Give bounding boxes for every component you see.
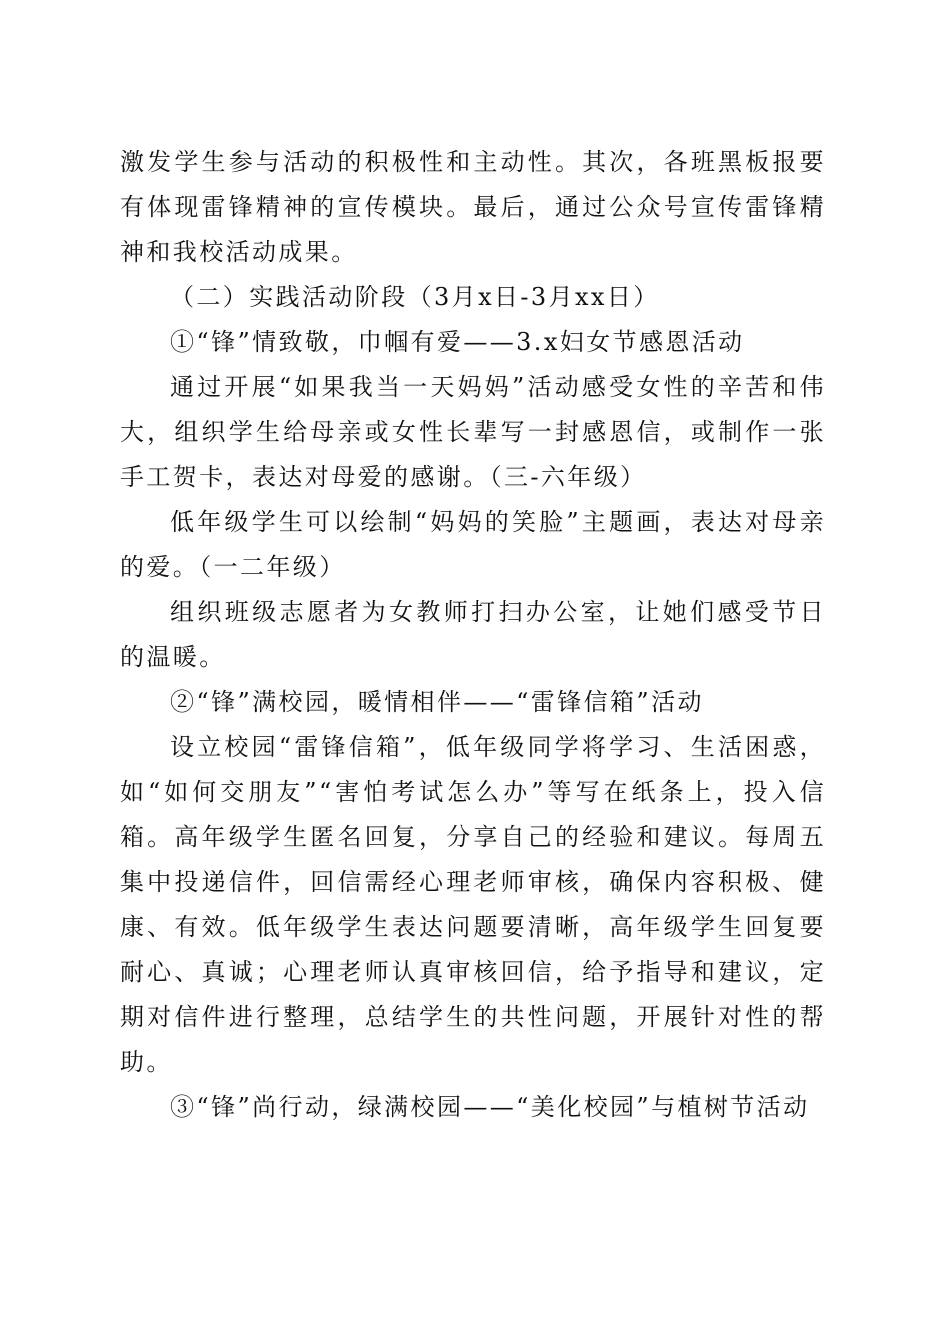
paragraph-continuation: 激发学生参与活动的积极性和主动性。其次，各班黑板报要有体现雷锋精神的宣传模块。最后，通过公众号宣传雷锋精神和我校活动成果。 — [120, 148, 826, 266]
paragraph-womens-day-volunteers: 组织班级志愿者为女教师打扫办公室，让她们感受节日的温暖。 — [120, 598, 826, 671]
activity-heading-mailbox: ②“锋”满校园，暖情相伴——“雷锋信箱”活动 — [170, 688, 704, 716]
activity-heading-womens-day: ①“锋”情致敬，巾帼有爱——3.x妇女节感恩活动 — [170, 328, 745, 356]
document-body — [120, 140, 826, 1130]
paragraph-womens-day-junior: 低年级学生可以绘制“妈妈的笑脸”主题画，表达对母亲的爱。（一二年级） — [120, 508, 826, 581]
paragraph-mailbox-details: 设立校园“雷锋信箱”，低年级同学将学习、生活困惑，如“如何交朋友”“害怕考试怎么办”等写在纸条上，投入信箱。高年级学生匿名回复，分享自己的经验和建议。每周五集中投递信件，回信需经心理老师审核，确保内容积极、健康、有效。低年级学生表达问题要清晰，高年级学生回复要耐心、真诚；心理老师认真审核回信，给予指导和建议，定期对信件进行整理，总结学生的共性问题，开展针对性的帮助。 — [120, 733, 826, 1076]
paragraph-womens-day-senior: 通过开展“如果我当一天妈妈”活动感受女性的辛苦和伟大，组织学生给母亲或女性长辈写一封感恩信，或制作一张手工贺卡，表达对母爱的感谢。（三-六年级） — [120, 373, 826, 491]
activity-heading-tree-planting: ③“锋”尚行动，绿满校园——“美化校园”与植树节活动 — [170, 1093, 810, 1121]
section-heading-practice-stage: （二）实践活动阶段（3月x日-3月xx日） — [170, 283, 660, 311]
